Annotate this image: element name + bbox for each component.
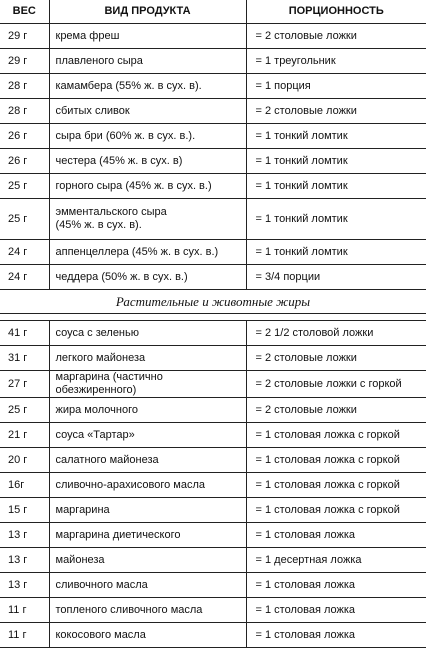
table-row — [0, 240, 426, 265]
product-cell: аппенцеллера (45% ж. в сух. в.) — [49, 240, 246, 265]
table-row — [0, 423, 426, 448]
table-row — [0, 99, 426, 124]
portion-cell: = 2 столовые ложки — [246, 24, 426, 49]
product-cell: крема фреш — [49, 24, 246, 49]
table-row — [0, 149, 426, 174]
table-row — [0, 398, 426, 423]
product-cell: чеддера (50% ж. в сух. в.) — [49, 265, 246, 290]
table-row — [0, 49, 426, 74]
weight-cell: 21 г — [0, 423, 49, 448]
weight-cell: 29 г — [0, 49, 49, 74]
table-row — [0, 124, 426, 149]
weight-cell: 24 г — [0, 265, 49, 290]
portion-cell: = 1 порция — [246, 74, 426, 99]
table-row — [0, 174, 426, 199]
header-product: ВИД ПРОДУКТА — [49, 0, 246, 24]
weight-cell: 13 г — [0, 548, 49, 573]
product-cell: майонеза — [49, 548, 246, 573]
portion-cell: = 1 столовая ложка — [246, 623, 426, 648]
product-cell: горного сыра (45% ж. в сух. в.) — [49, 174, 246, 199]
table-row — [0, 523, 426, 548]
header-portion: ПОРЦИОННОСТЬ — [246, 0, 426, 24]
weight-cell: 28 г — [0, 74, 49, 99]
header-weight: ВЕС — [0, 0, 49, 24]
weight-cell: 24 г — [0, 240, 49, 265]
table-row — [0, 24, 426, 49]
portion-cell: = 2 1/2 столовой ложки — [246, 321, 426, 346]
weight-cell: 28 г — [0, 99, 49, 124]
portion-cell: = 1 тонкий ломтик — [246, 149, 426, 174]
fats-section — [0, 321, 426, 648]
product-cell: сливочно-арахисового масла — [49, 473, 246, 498]
portion-cell: = 1 столовая ложка с горкой — [246, 423, 426, 448]
product-cell: маргарина диетического — [49, 523, 246, 548]
table-header — [0, 0, 426, 24]
table-row — [0, 623, 426, 648]
weight-cell: 15 г — [0, 498, 49, 523]
portion-cell: = 1 тонкий ломтик — [246, 174, 426, 199]
weight-cell: 13 г — [0, 523, 49, 548]
product-cell: соуса с зеленью — [49, 321, 246, 346]
portion-cell: = 1 тонкий ломтик — [246, 124, 426, 149]
table-row — [0, 371, 426, 398]
portion-cell: = 2 столовые ложки — [246, 99, 426, 124]
product-cell: маргарина — [49, 498, 246, 523]
portion-cell: = 2 столовые ложки — [246, 398, 426, 423]
table-row — [0, 346, 426, 371]
table-row — [0, 265, 426, 290]
weight-cell: 29 г — [0, 24, 49, 49]
table-row — [0, 573, 426, 598]
portion-cell: = 1 тонкий ломтик — [246, 240, 426, 265]
table-row — [0, 598, 426, 623]
product-cell: камамбера (55% ж. в сух. в). — [49, 74, 246, 99]
weight-cell: 27 г — [0, 371, 49, 398]
section-title: Растительные и животные жиры — [0, 290, 426, 314]
section-heading-row — [0, 290, 426, 314]
weight-cell: 11 г — [0, 623, 49, 648]
portion-cell: = 3/4 порции — [246, 265, 426, 290]
product-cell: сыра бри (60% ж. в сух. в.). — [49, 124, 246, 149]
product-cell: честера (45% ж. в сух. в) — [49, 149, 246, 174]
portion-cell: = 1 столовая ложка с горкой — [246, 498, 426, 523]
weight-cell: 25 г — [0, 174, 49, 199]
weight-cell: 20 г — [0, 448, 49, 473]
product-cell: сбитых сливок — [49, 99, 246, 124]
portion-cell: = 1 тонкий ломтик — [246, 199, 426, 240]
portion-cell: = 1 десертная ложка — [246, 548, 426, 573]
portion-cell: = 2 столовые ложки — [246, 346, 426, 371]
weight-cell: 26 г — [0, 149, 49, 174]
fats-section-heading — [0, 290, 426, 321]
weight-cell: 26 г — [0, 124, 49, 149]
product-cell: кокосового масла — [49, 623, 246, 648]
weight-cell: 25 г — [0, 199, 49, 240]
weight-cell: 25 г — [0, 398, 49, 423]
product-cell: салатного майонеза — [49, 448, 246, 473]
portion-cell: = 1 столовая ложка с горкой — [246, 448, 426, 473]
product-cell: маргарина (частично обезжиренного) — [49, 371, 246, 398]
product-cell: сливочного масла — [49, 573, 246, 598]
product-cell: эмментальского сыра (45% ж. в сух. в). — [49, 199, 246, 240]
portion-cell: = 1 столовая ложка с горкой — [246, 473, 426, 498]
header-row — [0, 0, 426, 24]
weight-cell: 11 г — [0, 598, 49, 623]
product-cell: жира молочного — [49, 398, 246, 423]
portion-cell: = 1 столовая ложка — [246, 523, 426, 548]
weight-cell: 31 г — [0, 346, 49, 371]
portion-cell: = 2 столовые ложки с горкой — [246, 371, 426, 398]
product-cell: соуса «Тартар» — [49, 423, 246, 448]
portion-cell: = 1 столовая ложка — [246, 573, 426, 598]
dairy-section — [0, 24, 426, 290]
table-row — [0, 548, 426, 573]
product-cell: плавленого сыра — [49, 49, 246, 74]
portion-cell: = 1 треугольник — [246, 49, 426, 74]
table-row — [0, 473, 426, 498]
table-row — [0, 321, 426, 346]
table-row — [0, 199, 426, 240]
weight-cell: 13 г — [0, 573, 49, 598]
table-row — [0, 74, 426, 99]
product-cell: легкого майонеза — [49, 346, 246, 371]
weight-cell: 41 г — [0, 321, 49, 346]
table-row — [0, 498, 426, 523]
weight-cell: 16г — [0, 473, 49, 498]
table-row — [0, 448, 426, 473]
product-cell: топленого сливочного масла — [49, 598, 246, 623]
section-spacer — [0, 314, 426, 321]
portion-cell: = 1 столовая ложка — [246, 598, 426, 623]
